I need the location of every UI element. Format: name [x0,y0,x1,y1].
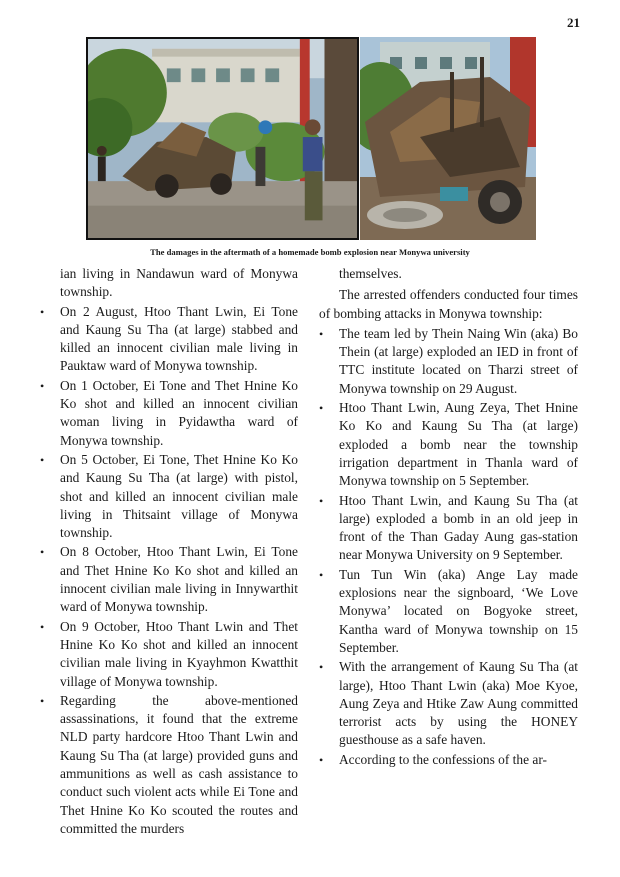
bullet-icon: • [319,493,324,508]
bullet-icon: • [319,752,324,767]
continuation-text: themselves. [339,266,402,281]
left-column [40,265,298,838]
list-item-text: On 8 October, Htoo Thant Lwin, Ei Tone and Thet Hnine Ko Ko shot and killed an innocent civilian male living in Innywarthit ward of Monywa township. [60,544,298,615]
photo-caption: The damages in the aftermath of a homemade bomb explosion near Monywa university [150,247,470,257]
list-item-text: On 5 October, Ei Tone, Thet Hnine Ko Ko and Kaung Su Tha (at large) with pistol, shot and killed an innocent civilian male living in Thitsaint village of Monywa township. [60,451,298,541]
bomb-damage-photo-street [86,37,359,240]
list-item [319,399,578,490]
list-item-text: With the arrangement of Kaung Su Tha (at large), Htoo Thant Lwin (aka) Moe Kyoe, Aung Zeya and Htike Zaw Aung committed terrorist acts by using the HONEY guesthouse as a safe haven. [339,659,578,748]
list-item [40,543,298,616]
bullet-icon: • [40,452,45,467]
bombing-list [319,325,578,769]
right-column [319,265,578,769]
list-item [319,658,578,749]
list-item [40,303,298,376]
list-item [40,451,298,542]
bullet-icon: • [40,304,45,319]
list-item-text: According to the confessions of the ar- [339,751,547,767]
list-item-text: Tun Tun Win (aka) Ange Lay made explosions near the signboard, ‘We Love Monywa’ located on Bogyoke street, Kantha ward of Monywa township on 15 September. [339,566,578,655]
list-item [319,566,578,657]
bullet-icon: • [319,660,324,675]
bullet-icon: • [319,401,324,416]
list-item-text: Htoo Thant Lwin, Aung Zeya, Thet Hnine Ko Ko and Kaung Su Tha (at large) exploded a bomb near the township irrigation department in Thanla ward of Monywa township on 5 September. [339,400,578,489]
list-item [319,751,578,769]
list-item-text: Regarding the above-mentioned assassinations, it found that the extreme NLD party hardcore Htoo Thant Lwin and Kaung Su Tha (at large) provided guns and ammunitions as well as cash assistance to conduct such violent acts while Ei Tone and Thet Hnine Ko Ko scouted the routes and committed the murders [60,692,298,836]
continuation-text: ian living in Nandawun ward of Monywa township. [60,266,298,300]
list-item-text: Htoo Thant Lwin, and Kaung Su Tha (at large) exploded a bomb in an old jeep in front of the Than Gaday Aung gas-station near Monywa University on 9 September. [339,492,578,563]
page-number: 21 [567,15,580,30]
list-item-text: The team led by Thein Naing Win (aka) Bo Thein (at large) exploded an IED in front of TTC institute located on Tharzi street of Monywa township on 29 August. [339,325,578,396]
list-item [40,377,298,450]
bullet-icon: • [40,545,45,560]
bomb-damage-photo-wreck [360,37,536,240]
intro-paragraph: The arrested offenders conducted four times of bombing attacks in Monywa township: [319,287,578,321]
list-item-text: On 1 October, Ei Tone and Thet Hnine Ko Ko shot and killed an innocent civilian woman living in Pyidawtha ward of Monywa township. [60,377,298,448]
list-item [319,492,578,565]
bullet-icon: • [40,378,45,393]
list-item [319,325,578,398]
bullet-icon: • [319,326,324,341]
list-item-text: On 9 October, Htoo Thant Lwin and Thet Hnine Ko Ko shot and killed an innocent civilian male living in Kyayhmon Kwatthit village of Monywa township. [60,618,298,689]
list-item [40,618,298,691]
incident-list [40,303,298,839]
list-item [40,692,298,838]
bullet-icon: • [40,693,45,708]
bullet-icon: • [319,567,324,582]
list-item-text: On 2 August, Htoo Thant Lwin, Ei Tone and Kaung Su Tha (at large) stabbed and killed an innocent civilian male living in Pauktaw ward of Monywa township. [60,303,298,374]
bullet-icon: • [40,619,45,634]
